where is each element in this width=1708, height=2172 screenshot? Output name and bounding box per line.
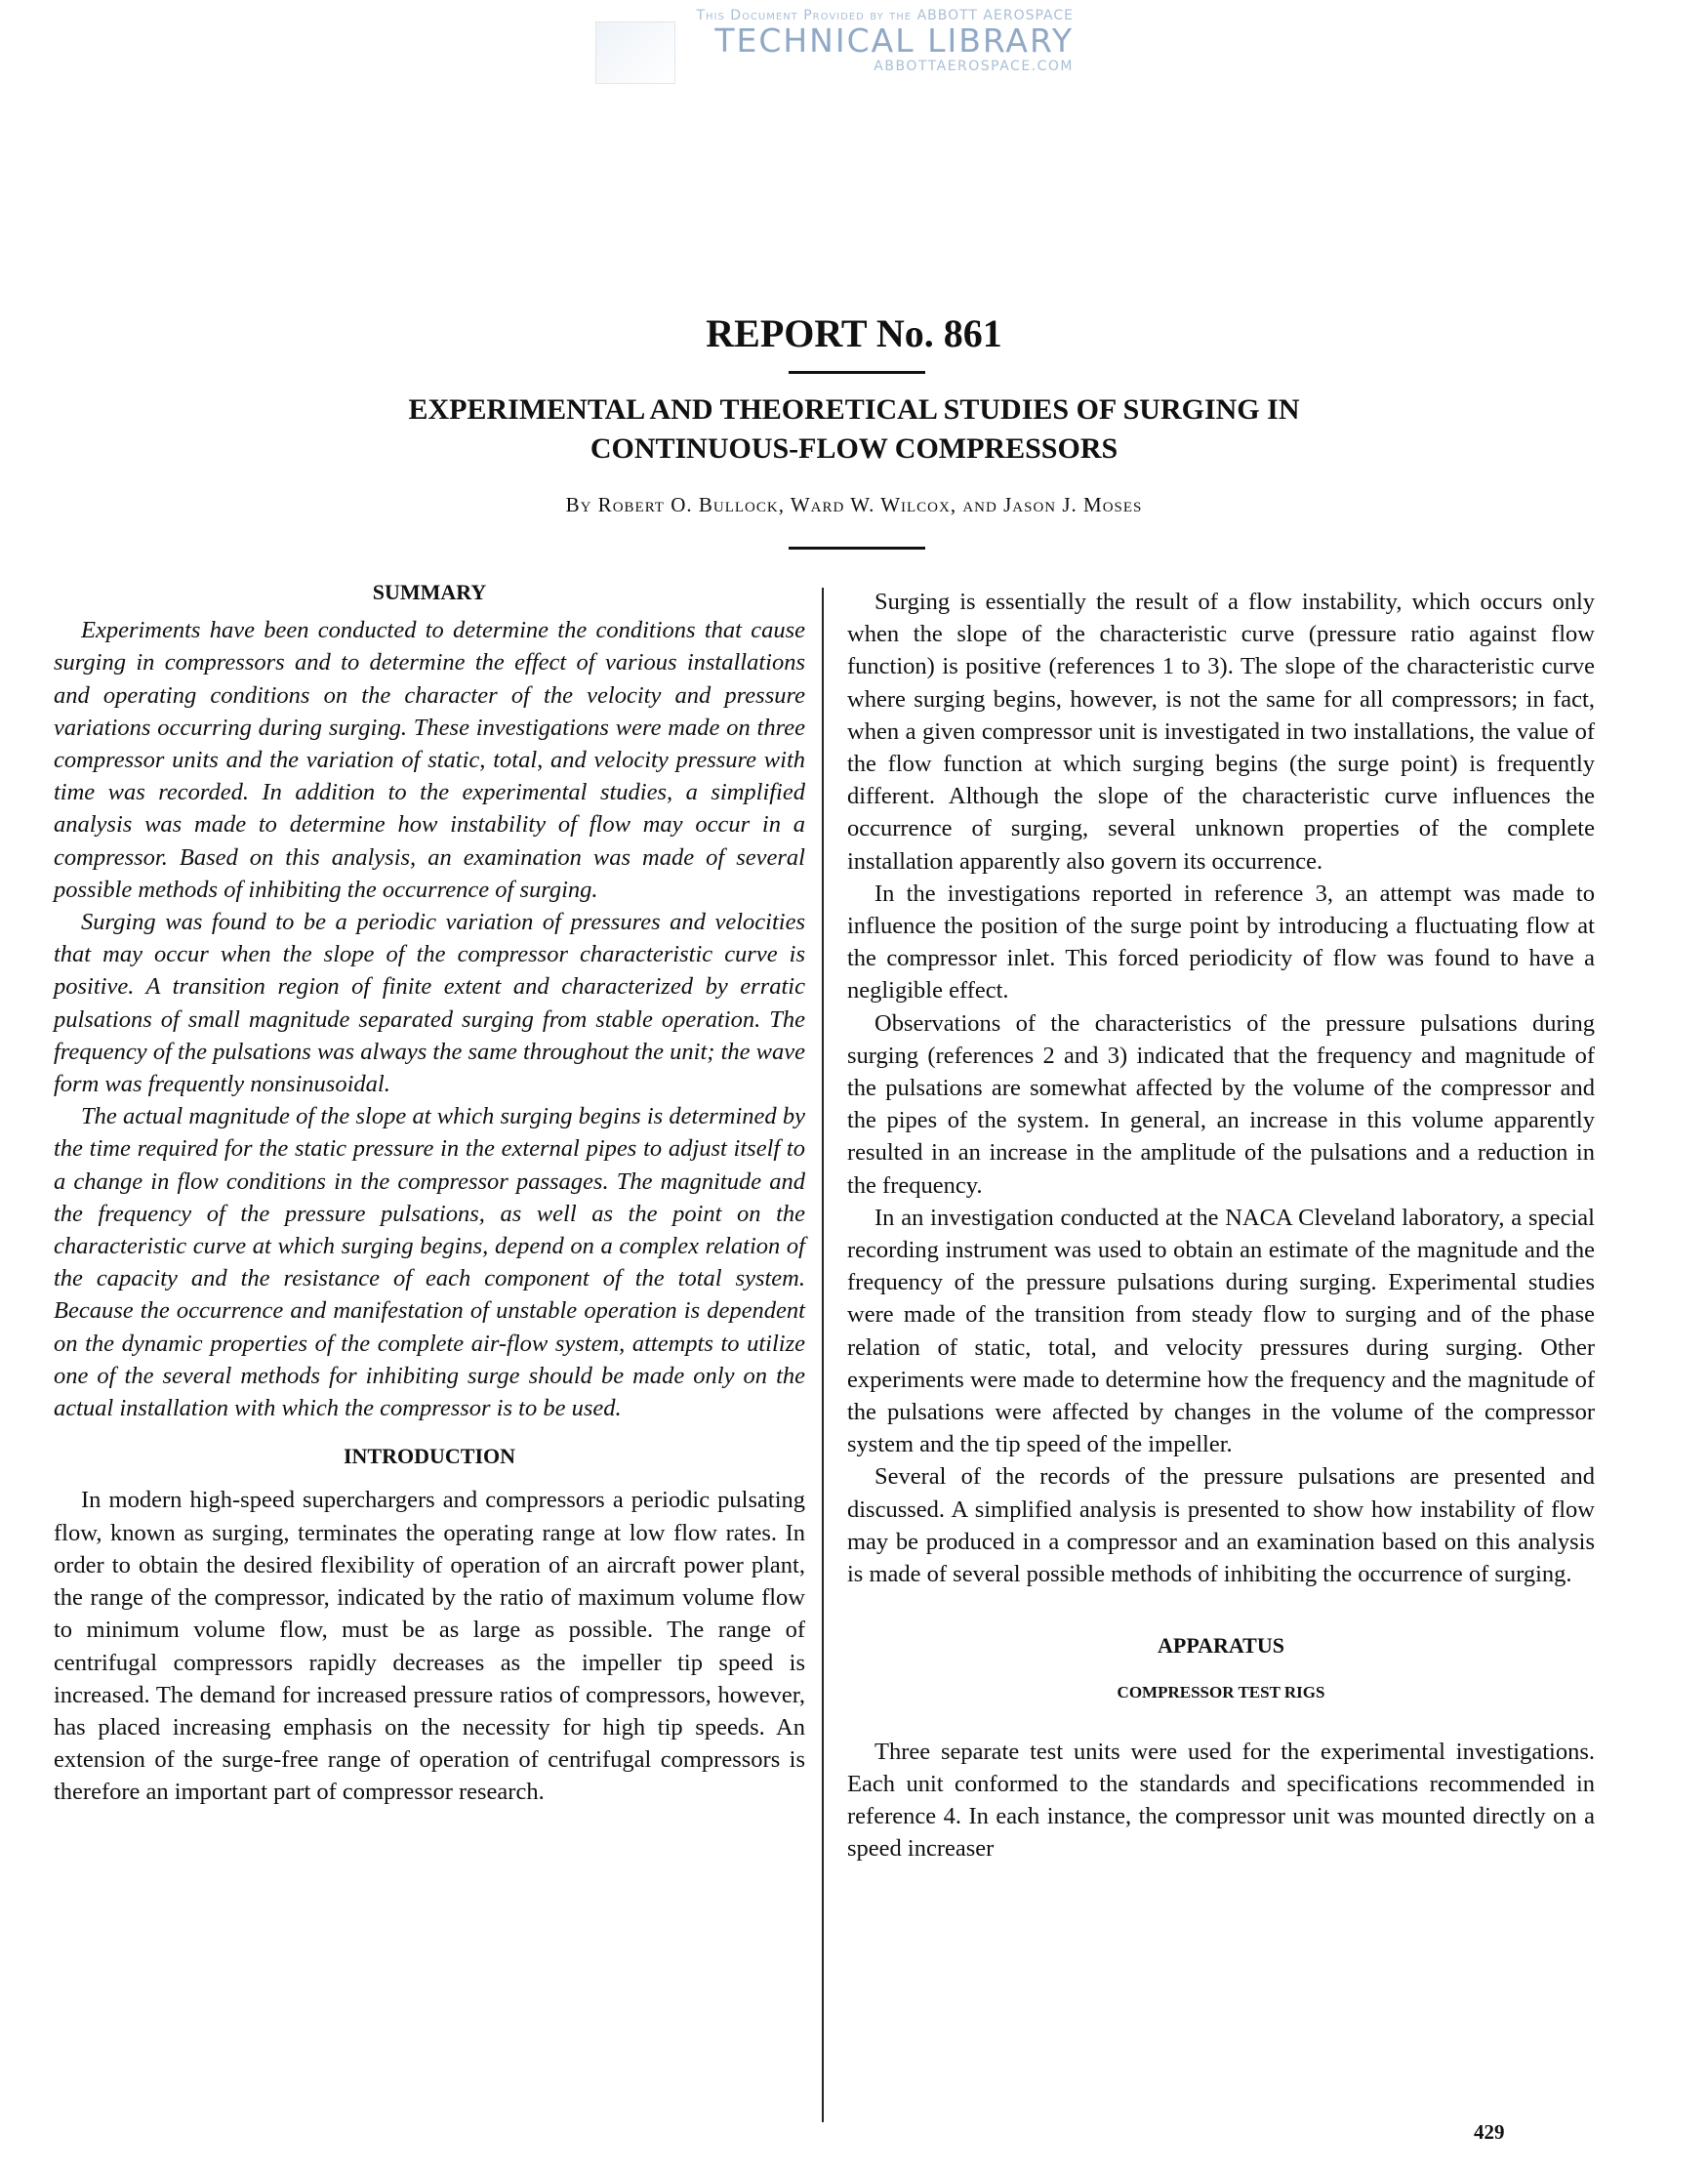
body-paragraph: In an investigation conducted at the NACA Cleveland laboratory, a special recording instrument was used to obtain an estimate of the magnitude and the frequency of the pressure pulsations during surging. Experimental studies were made of the transition from steady flow to surging and of the phase relation of static, total, and velocity pressures during surging. Other experiments were made to determine how the frequency and the magnitude of the pulsations were affected by changes in the volume of the compressor system and the tip speed of the impeller.: [847, 1204, 1595, 1458]
left-column: [54, 576, 805, 1809]
title-line-2: CONTINUOUS-FLOW COMPRESSORS: [590, 432, 1118, 465]
watermark-logo: [586, 4, 1074, 82]
book-icon: [595, 21, 675, 84]
summary-heading: SUMMARY: [372, 580, 487, 604]
right-column: [847, 586, 1595, 1865]
authors: By Robert O. Bullock, Ward W. Wilcox, and Jason J. Moses: [565, 493, 1143, 516]
body-paragraph: Surging is essentially the result of a flow instability, which occurs only when the slope of the characteristic curve (pressure ratio against flow function) is positive (references 1 to 3). The slope of the characteristic curve where surging begins, however, is not the same for all compressors; in fact, when a given compressor unit is investigated in two installations, the value of the flow function at which surging begins (the surge point) is frequently different. Although the slope of the characteristic curve influences the occurrence of surging, several unknown properties of the complete installation apparently also govern its occurrence.: [847, 589, 1595, 875]
introduction-heading: INTRODUCTION: [343, 1444, 516, 1469]
test-rigs-subheading: COMPRESSOR TEST RIGS: [1117, 1682, 1325, 1701]
summary-paragraph: The actual magnitude of the slope at which surging begins is determined by the time required for the static pressure in the external pipes to adjust itself to a change in flow conditions in the compressor passages. The magnitude and the frequency of the pressure pulsations, as well as the point on the characteristic curve at which surging begins, depend on a complex relation of the capacity and the resistance of each component of the total system. Because the occurrence and manifestation of unstable operation is dependent on the dynamic properties of the complete air-flow system, attempts to utilize one of the several methods for inhibiting surge should be made only on the actual installation with which the compressor is to be used.: [54, 1103, 805, 1422]
watermark-line3: ABBOTTAEROSPACE.COM: [874, 59, 1074, 74]
report-number: REPORT No. 861: [706, 311, 1002, 355]
column-divider: [822, 588, 824, 2122]
watermark-line2: TECHNICAL LIBRARY: [714, 21, 1074, 60]
apparatus-heading: APPARATUS: [1158, 1633, 1284, 1659]
paper-title: [0, 390, 1708, 469]
intro-paragraph: In modern high-speed superchargers and compressors a periodic pulsating flow, known as surging, terminates the operating range at low flow rates. In order to obtain the desired flexibility of operation of an aircraft power plant, the range of the compressor, indicated by the ratio of maximum volume flow to minimum volume flow, must be as large as possible. The range of centrifugal compressors rapidly decreases as the impeller tip speed is increased. The demand for increased pressure ratios of compressors, however, has placed increasing emphasis on the necessity for high tip speeds. An extension of the surge-free range of operation of centrifugal compressors is therefore an important part of compressor research.: [54, 1487, 805, 1806]
title-rule-top: [789, 371, 925, 374]
summary-paragraph: Experiments have been conducted to determine the conditions that cause surging in compressors and to determine the effect of various installations and operating conditions on the character of the velocity and pressure variations occurring during surging. These investigations were made on three compressor units and the variation of static, total, and velocity pressure with time was recorded. In addition to the experimental studies, a simplified analysis was made to determine how instability of flow may occur in a compressor. Based on this analysis, an examination was made of several possible methods of inhibiting the occurrence of surging.: [54, 617, 805, 903]
watermark-line1: This Document Provided by the ABBOTT AEROSPACE: [696, 8, 1074, 23]
body-paragraph: Observations of the characteristics of the pressure pulsations during surging (references 2 and 3) indicated that the frequency and magnitude of the pulsations are somewhat affected by the volume of the compressor and the pipes of the system. In general, an increase in this volume apparently resulted in an increase in the amplitude of the pulsations and a reduction in the frequency.: [847, 1009, 1595, 1199]
title-line-1: EXPERIMENTAL AND THEORETICAL STUDIES OF SURGING IN: [408, 393, 1300, 426]
page-number: 429: [1474, 2120, 1505, 2144]
apparatus-paragraph: Three separate test units were used for the experimental investigations. Each unit conformed to the standards and specifications recommended in reference 4. In each instance, the compressor unit was mounted directly on a speed increaser: [847, 1738, 1595, 1863]
summary-paragraph: Surging was found to be a periodic variation of pressures and velocities that may occur when the slope of the compressor characteristic curve is positive. A transition region of finite extent and characterized by erratic pulsations of small magnitude separated surging from stable operation. The frequency of the pulsations was always the same throughout the unit; the wave form was frequently nonsinusoidal.: [54, 909, 805, 1098]
title-rule-bottom: [789, 547, 925, 550]
body-paragraph: Several of the records of the pressure pulsations are presented and discussed. A simplified analysis is presented to show how instability of flow may be produced in a compressor and an examination based on this analysis is made of several possible methods of inhibiting the occurrence of surging.: [847, 1463, 1595, 1588]
body-paragraph: In the investigations reported in reference 3, an attempt was made to influence the position of the surge point by introducing a fluctuating flow at the compressor inlet. This forced periodicity of flow was found to have a negligible effect.: [847, 880, 1595, 1004]
